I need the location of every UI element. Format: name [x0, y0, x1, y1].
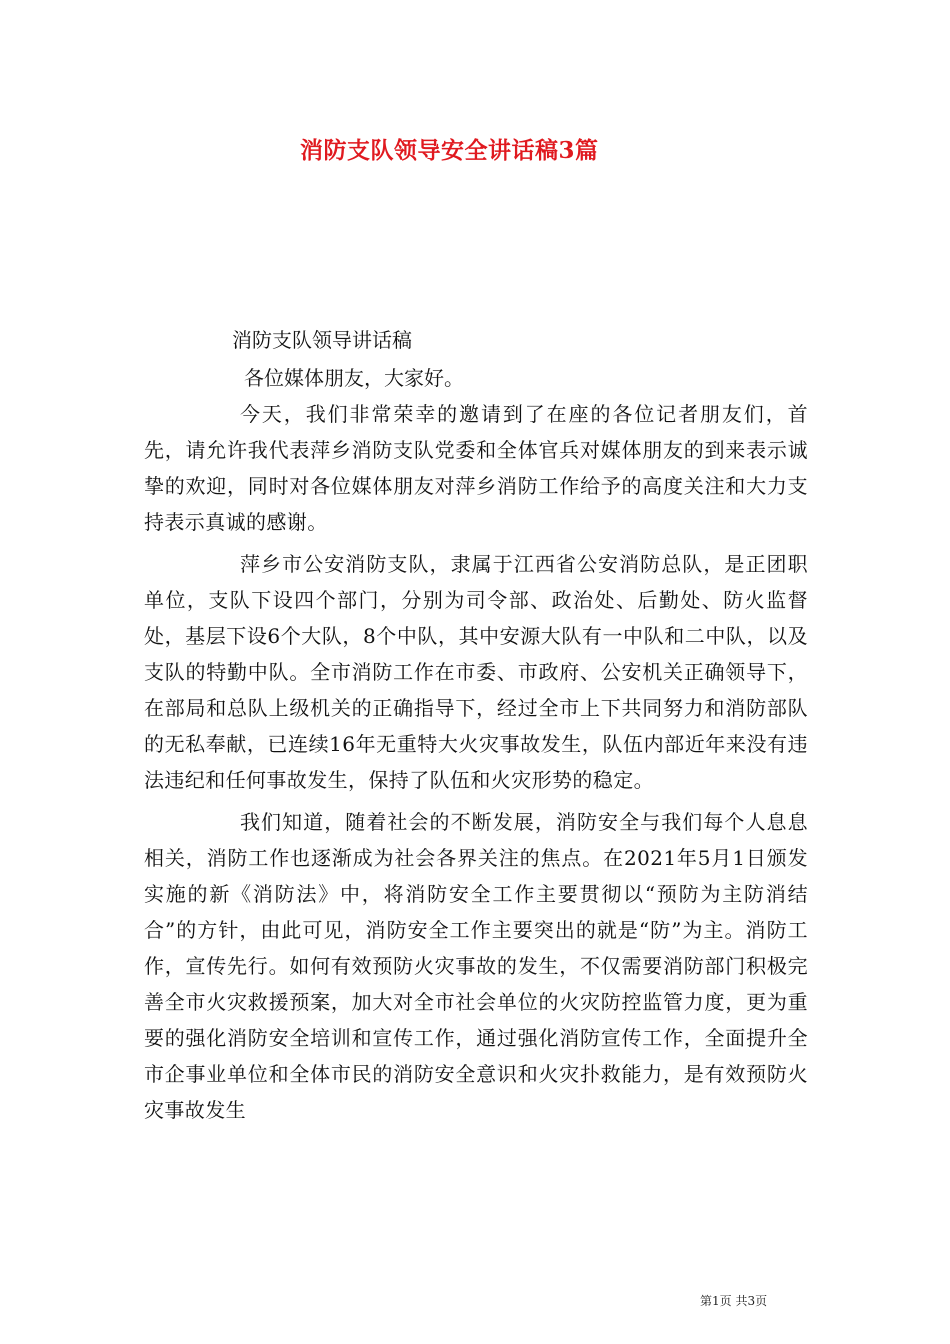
paragraph-fire-prevention: 我们知道，随着社会的不断发展，消防安全与我们每个人息息相关，消防工作也逐渐成为社会各界关注的焦点。在2021年5月1日颁发实施的新《消防法》中，将消防安全工作主要贯彻以“预防为主防消结合”的方针，由此可见，消防安全工作主要突出的就是“防”为主。消防工作，宣传先行。如何有效预防火灾事故的发生，不仅需要消防部门积极完善全市火灾救援预案，加大对全市社会单位的火灾防控监管力度，更为重要的强化消防安全培训和宣传工作，通过强化消防宣传工作，全面提升全市企事业单位和全体市民的消防安全意识和火灾扑救能力，是有效预防火灾事故发生 — [144, 810, 808, 1122]
page-number-footer: 第1页 共3页 — [700, 1294, 768, 1308]
paragraph-unit-introduction: 萍乡市公安消防支队，隶属于江西省公安消防总队，是正团职单位，支队下设四个部门，分别为司令部、政治处、后勤处、防火监督处，基层下设6个大队，8个中队，其中安源大队有一中队和二中队，以及支队的特勤中队。全市消防工作在市委、市政府、公安机关正确领导下，在部局和总队上级机关的正确指导下，经过全市上下共同努力和消防部队的无私奉献，已连续16年无重特大火灾事故发生，队伍内部近年来没有违法违纪和任何事故发生，保持了队伍和火灾形势的稳定。 — [144, 552, 808, 792]
document-title: 消防支队领导安全讲话稿3篇 — [300, 137, 599, 164]
speech-greeting: 各位媒体朋友，大家好。 — [244, 366, 464, 390]
speech-body — [144, 396, 808, 1134]
paragraph-welcome: 今天，我们非常荣幸的邀请到了在座的各位记者朋友们，首先，请允许我代表萍乡消防支队党委和全体官兵对媒体朋友的到来表示诚挚的欢迎，同时对各位媒体朋友对萍乡消防工作给予的高度关注和大力支持表示真诚的感谢。 — [144, 402, 808, 534]
speech-subheading: 消防支队领导讲话稿 — [232, 328, 412, 352]
